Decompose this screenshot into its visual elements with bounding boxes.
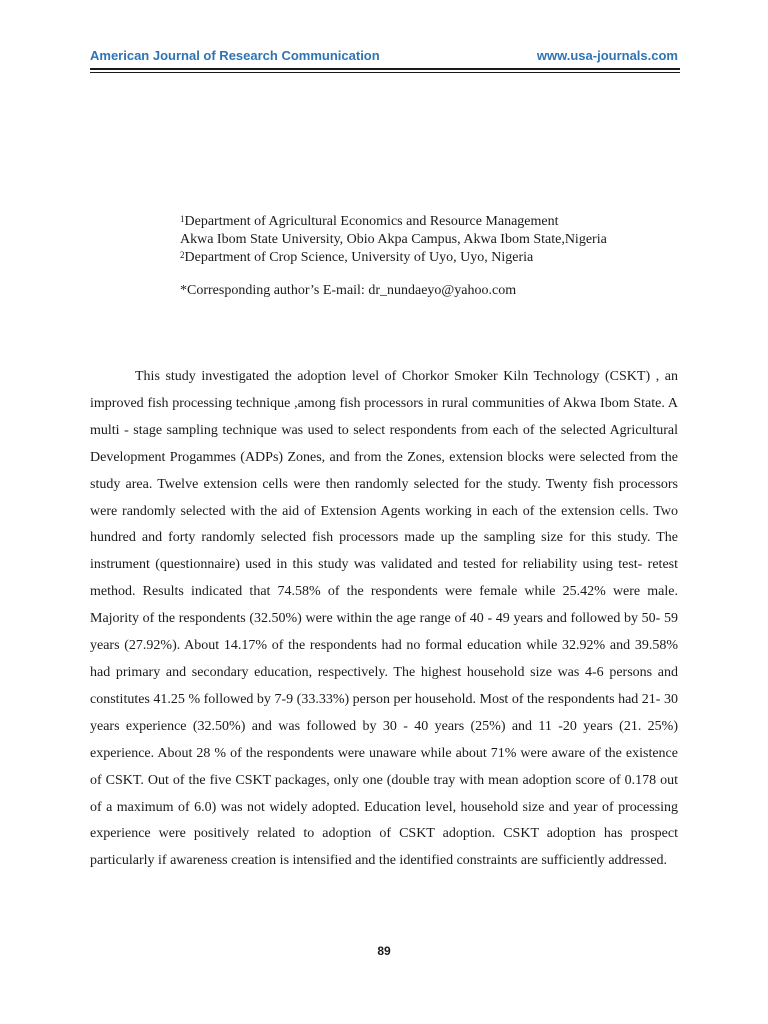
running-header	[90, 46, 678, 70]
affiliation-2-text: Department of Crop Science, University of Uyo, Uyo, Nigeria	[184, 250, 534, 265]
affiliation-1-text: Department of Agricultural Economics and Resource Management	[184, 214, 559, 229]
journal-name: American Journal of Research Communication	[90, 48, 380, 63]
affiliation-1	[180, 213, 680, 231]
affiliation-2	[180, 249, 680, 267]
abstract-paragraph: This study investigated the adoption level of Chorkor Smoker Kiln Technology (CSKT) , an improved fish processing technique ,among fish processors in rural communities of Akwa Ibom State. A multi - stage sampling technique was used to select respondents from each of the selected Agricultural Development Progammes (ADPs) Zones, and from the Zones, extension blocks were selected from the study area. Twelve extension cells were then randomly selected for the study. Twenty fish processors were randomly selected with the aid of Extension Agents working in each of the extension cells. Two hundred and forty randomly selected fish processors made up the sampling size for this study. The instrument (questionnaire) used in this study was validated and tested for reliability using test- retest method. Results indicated that 74.58% of the respondents were female while 25.42% were male. Majority of the respondents (32.50%) were within the age range of 40 - 49 years and followed by 50- 59 years (27.92%). About 14.17% of the respondents had no formal education while 32.92% and 39.58% had primary and secondary education, respectively. The highest household size was 4-6 persons and constitutes 41.25 % followed by 7-9 (33.33%) person per household. Most of the respondents had 21- 30 years experience (32.50%) and was followed by 30 - 40 years (25%) and 11 -20 years (21. 25%) experience. About 28 % of the respondents were unaware while about 71% were aware of the existence of CSKT. Out of the five CSKT packages, only one (double tray with mean adoption score of 0.178 out of a maximum of 6.0) was not widely adopted. Education level, household size and year of processing experience were positively related to adoption of CSKT adoption. CSKT adoption has prospect particularly if awareness creation is intensified and the identified constraints are sufficiently addressed.	[90, 369, 678, 869]
page-number: 89	[377, 944, 391, 958]
affiliation-1-address: Akwa Ibom State University, Obio Akpa Campus, Akwa Ibom State,Nigeria	[180, 232, 607, 247]
corresponding-author-email: *Corresponding author’s E-mail: dr_nundaeyo@yahoo.com	[180, 283, 517, 298]
affiliation-2-marker: 2	[180, 250, 185, 260]
affiliation-1-marker: 1	[180, 214, 185, 224]
header-rule-thin	[90, 72, 680, 73]
affiliations	[180, 213, 680, 267]
journal-url[interactable]: www.usa-journals.com	[536, 48, 678, 63]
header-rule-thick	[90, 68, 680, 70]
